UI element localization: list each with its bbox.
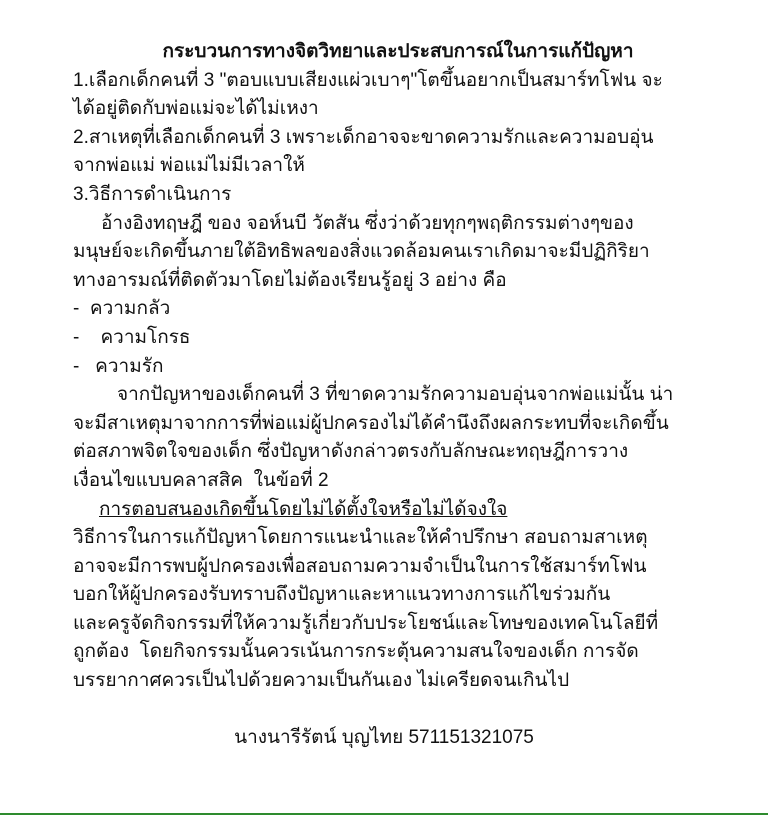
item-2-line-1: 2.สาเหตุที่เลือกเด็กคนที่ 3 เพราะเด็กอาจจะขาดความรักและความอบอุ่น xyxy=(73,126,654,148)
solution-paragraph-line: ถูกต้อง โดยกิจกรรมนั้นควรเน้นการกระตุ้นความสนใจของเด็ก การจัด xyxy=(73,641,639,663)
document-title: กระบวนการทางจิตวิทยาและประสบการณ์ในการแก้ปัญหา xyxy=(162,41,634,62)
author-signature: นางนารีรัตน์ บุญไทย 571151321075 xyxy=(234,727,534,748)
analysis-paragraph-line: ต่อสภาพจิตใจของเด็ก ซึ่งปัญหาดังกล่าวตรงกับลักษณะทฤษฎีการวาง xyxy=(73,441,629,463)
item-1-line-1: 1.เลือกเด็กคนที่ 3 "ตอบแบบเสียงแผ่วเบาๆ"โตขึ้นอยากเป็นสมาร์ทโฟน จะ xyxy=(73,69,663,91)
emotion-list-item-fear: - ความกลัว xyxy=(73,298,171,320)
theory-paragraph-line: มนุษย์จะเกิดขึ้นภายใต้อิทธิพลของสิ่งแวดล้อมคนเราเกิดมาจะมีปฏิกิริยา xyxy=(73,241,650,263)
analysis-paragraph-line: จะมีสาเหตุมาจากการที่พ่อแม่ผู้ปกครองไม่ได้คำนึงถึงผลกระทบที่จะเกิดขึ้น xyxy=(73,412,669,434)
solution-paragraph-line: บอกให้ผู้ปกครองรับทราบถึงปัญหาและหาแนวทางการแก้ไขร่วมกัน xyxy=(73,584,611,606)
item-2-line-2: จากพ่อแม่ พ่อแม่ไม่มีเวลาให้ xyxy=(73,155,305,177)
item-1-line-2: ได้อยู่ติดกับพ่อแม่จะได้ไม่เหงา xyxy=(73,98,319,120)
theory-paragraph-line: อ้างอิงทฤษฎี ของ จอห์นบี วัตสัน ซึ่งว่าด้วยทุกๆพฤติกรรมต่างๆของ xyxy=(101,212,634,234)
underlined-subheading: การตอบสนองเกิดขึ้นโดยไม่ได้ตั้งใจหรือไม่ได้จงใจ xyxy=(99,498,508,520)
item-3-heading: 3.วิธีการดำเนินการ xyxy=(73,183,232,205)
document-body xyxy=(73,38,733,696)
theory-paragraph-line: ทางอารมณ์ที่ติดตัวมาโดยไม่ต้องเรียนรู้อยู่ 3 อย่าง คือ xyxy=(73,269,507,291)
emotion-list-item-anger: - ความโกรธ xyxy=(73,326,191,348)
solution-paragraph-line: บรรยากาศควรเป็นไปด้วยความเป็นกันเอง ไม่เครียดจนเกินไป xyxy=(73,670,570,692)
analysis-paragraph-line: เงื่อนไขแบบคลาสสิค ในข้อที่ 2 xyxy=(73,469,329,491)
solution-paragraph-line: อาจจะมีการพบผู้ปกครองเพื่อสอบถามความจำเป็นในการใช้สมาร์ทโฟน xyxy=(73,555,647,577)
emotion-list-item-love: - ความรัก xyxy=(73,355,164,377)
analysis-paragraph-line: จากปัญหาของเด็กคนที่ 3 ที่ขาดความรักความอบอุ่นจากพ่อแม่นั้น น่า xyxy=(117,384,674,406)
footer-divider xyxy=(0,813,768,815)
solution-paragraph-line: วิธีการในการแก้ปัญหาโดยการแนะนำและให้คำปรึกษา สอบถามสาเหตุ xyxy=(73,527,648,549)
solution-paragraph-line: และครูจัดกิจกรรมที่ให้ความรู้เกี่ยวกับประโยชน์และโทษของเทคโนโลยีที่ xyxy=(73,612,659,634)
